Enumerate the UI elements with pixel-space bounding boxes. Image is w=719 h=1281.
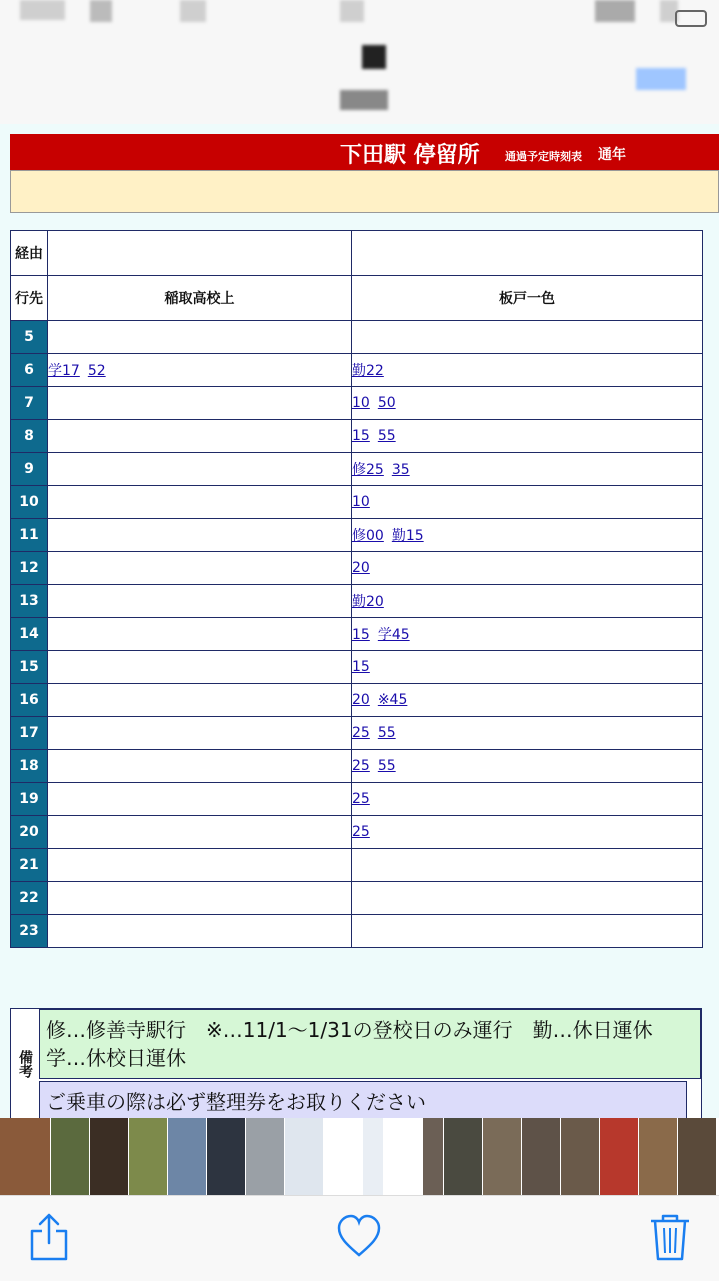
departure-cell-1 (48, 915, 352, 948)
timetable-row (11, 453, 703, 486)
hour-label: 16 (11, 684, 48, 717)
timetable-row (11, 321, 703, 354)
timetable-row (11, 354, 703, 387)
departure-cell-1 (48, 882, 352, 915)
departure-cell-2 (352, 783, 703, 816)
timetable-row (11, 486, 703, 519)
departure-cell-2 (352, 552, 703, 585)
timetable-page (0, 124, 719, 1118)
hour-label: 14 (11, 618, 48, 651)
departure-time-link[interactable]: 20 (352, 560, 370, 576)
timetable-row (11, 387, 703, 420)
departure-cell-1 (48, 552, 352, 585)
hour-label: 17 (11, 717, 48, 750)
hour-label: 22 (11, 882, 48, 915)
departure-time-link[interactable]: 50 (377, 395, 396, 411)
departure-cell-1 (48, 486, 352, 519)
hour-label: 5 (11, 321, 48, 354)
departure-cell-2 (352, 717, 703, 750)
timetable-row (11, 915, 703, 948)
departure-cell-2 (352, 585, 703, 618)
season-label: 通年 (598, 147, 626, 163)
hour-label: 6 (11, 354, 48, 387)
departure-time-link[interactable]: 52 (87, 363, 106, 379)
timetable-row (11, 519, 703, 552)
departure-cell-2 (352, 486, 703, 519)
departure-time-link[interactable]: 20 (352, 692, 370, 708)
timetable-row (11, 552, 703, 585)
hour-label: 12 (11, 552, 48, 585)
departure-cell-2 (352, 849, 703, 882)
departure-time-link[interactable]: 勤15 (391, 528, 424, 544)
timetable-row (11, 849, 703, 882)
status-area (0, 0, 719, 124)
departure-cell-1 (48, 849, 352, 882)
photo-thumbnail[interactable] (444, 1118, 482, 1195)
departure-time-link[interactable]: ※45 (377, 692, 408, 708)
hour-label: 8 (11, 420, 48, 453)
timetable-row (11, 882, 703, 915)
destination-2: 板戸一色 (352, 276, 703, 321)
departure-time-link[interactable]: 25 (352, 725, 370, 741)
trash-icon[interactable] (645, 1211, 695, 1263)
timetable-row (11, 684, 703, 717)
departure-cell-2 (352, 915, 703, 948)
hour-label: 10 (11, 486, 48, 519)
photo-thumbnail[interactable] (246, 1118, 284, 1195)
photo-thumbnail[interactable] (285, 1118, 323, 1195)
hour-label: 11 (11, 519, 48, 552)
page-subtitle: 通過予定時刻表 (505, 150, 582, 163)
photo-thumbnail[interactable] (561, 1118, 599, 1195)
destination-1: 稲取高校上 (48, 276, 352, 321)
battery-icon (675, 10, 707, 27)
photo-thumbnail[interactable] (51, 1118, 89, 1195)
title-banner (10, 134, 719, 170)
photo-thumbnail[interactable] (384, 1118, 422, 1195)
departure-time-link[interactable]: 55 (377, 428, 396, 444)
timetable-row (11, 420, 703, 453)
departure-cell-2 (352, 420, 703, 453)
info-bar (10, 170, 719, 213)
departure-time-link[interactable]: 勤22 (352, 363, 384, 379)
departure-time-link[interactable]: 15 (352, 428, 370, 444)
departure-cell-1 (48, 618, 352, 651)
departure-time-link[interactable]: 55 (377, 725, 396, 741)
departure-cell-2 (352, 354, 703, 387)
departure-cell-2 (352, 651, 703, 684)
timetable-row (11, 618, 703, 651)
photo-thumbnail[interactable] (483, 1118, 521, 1195)
departure-time-link[interactable]: 10 (352, 494, 370, 510)
departure-cell-1 (48, 519, 352, 552)
departure-cell-1 (48, 816, 352, 849)
departure-cell-1 (48, 717, 352, 750)
hour-label: 23 (11, 915, 48, 948)
remarks-label: 備考 (11, 1009, 39, 1118)
departure-cell-2 (352, 618, 703, 651)
photo-thumbnail[interactable] (522, 1118, 560, 1195)
photo-thumbnail[interactable] (90, 1118, 128, 1195)
timetable-row (11, 651, 703, 684)
departure-cell-1 (48, 387, 352, 420)
timetable-row (11, 750, 703, 783)
departure-time-link[interactable]: 学45 (377, 627, 410, 643)
departure-cell-2 (352, 453, 703, 486)
departure-cell-2 (352, 882, 703, 915)
photo-thumbnail[interactable] (129, 1118, 167, 1195)
departure-cell-1 (48, 750, 352, 783)
via-cell-2 (352, 231, 703, 276)
hour-label: 19 (11, 783, 48, 816)
share-icon[interactable] (24, 1211, 74, 1263)
hour-label: 9 (11, 453, 48, 486)
departure-cell-1 (48, 684, 352, 717)
via-label: 経由 (11, 231, 48, 276)
timetable-row (11, 585, 703, 618)
departure-cell-2 (352, 519, 703, 552)
timetable (10, 230, 703, 948)
remarks-section (10, 1008, 702, 1118)
timetable-row (11, 717, 703, 750)
timetable-row (11, 783, 703, 816)
hour-label: 7 (11, 387, 48, 420)
hour-label: 21 (11, 849, 48, 882)
hour-label: 15 (11, 651, 48, 684)
destination-row (11, 276, 703, 321)
remarks-notice: ご乗車の際は必ず整理券をお取りください (39, 1081, 687, 1118)
departure-time-link[interactable]: 学17 (48, 363, 80, 379)
remarks-legend: 修…修善寺駅行 ※…11/1〜1/31の登校日のみ運行 勤…休日運休 学…休校日運休 (39, 1009, 701, 1079)
departure-time-link[interactable]: 25 (352, 758, 370, 774)
departure-time-link[interactable]: 10 (352, 395, 370, 411)
departure-time-link[interactable]: 修25 (352, 462, 384, 478)
departure-time-link[interactable]: 25 (352, 824, 370, 840)
photo-thumbnail[interactable] (678, 1118, 716, 1195)
departure-cell-1 (48, 585, 352, 618)
photo-thumbnail[interactable] (0, 1118, 50, 1195)
departure-cell-1 (48, 783, 352, 816)
photo-thumbnail[interactable] (363, 1118, 383, 1195)
departure-cell-1 (48, 453, 352, 486)
departure-time-link[interactable]: 15 (352, 627, 370, 643)
departure-cell-1 (48, 651, 352, 684)
bottom-toolbar (0, 1195, 719, 1281)
departure-time-link[interactable]: 修00 (352, 528, 384, 544)
departure-cell-2 (352, 387, 703, 420)
departure-cell-1 (48, 420, 352, 453)
departure-cell-2 (352, 750, 703, 783)
hour-label: 18 (11, 750, 48, 783)
destination-label: 行先 (11, 276, 48, 321)
photo-thumbnail-strip[interactable] (0, 1118, 719, 1195)
departure-cell-2 (352, 816, 703, 849)
heart-icon[interactable] (334, 1211, 384, 1263)
page-title: 下田駅 停留所 (340, 143, 480, 168)
via-cell-1 (48, 231, 352, 276)
photo-thumbnail[interactable] (423, 1118, 443, 1195)
hour-label: 13 (11, 585, 48, 618)
departure-cell-1 (48, 321, 352, 354)
photo-thumbnail[interactable] (168, 1118, 206, 1195)
departure-time-link[interactable]: 15 (352, 659, 370, 675)
departure-cell-1 (48, 354, 352, 387)
hour-label: 20 (11, 816, 48, 849)
departure-time-link[interactable]: 35 (391, 462, 410, 478)
timetable-row (11, 816, 703, 849)
photo-thumbnail[interactable] (207, 1118, 245, 1195)
via-row (11, 231, 703, 276)
departure-time-link[interactable]: 勤20 (352, 594, 384, 610)
departure-cell-2 (352, 321, 703, 354)
departure-cell-2 (352, 684, 703, 717)
photo-thumbnail[interactable] (324, 1118, 362, 1195)
departure-time-link[interactable]: 25 (352, 791, 370, 807)
photo-thumbnail[interactable] (600, 1118, 638, 1195)
photo-thumbnail[interactable] (639, 1118, 677, 1195)
departure-time-link[interactable]: 55 (377, 758, 396, 774)
